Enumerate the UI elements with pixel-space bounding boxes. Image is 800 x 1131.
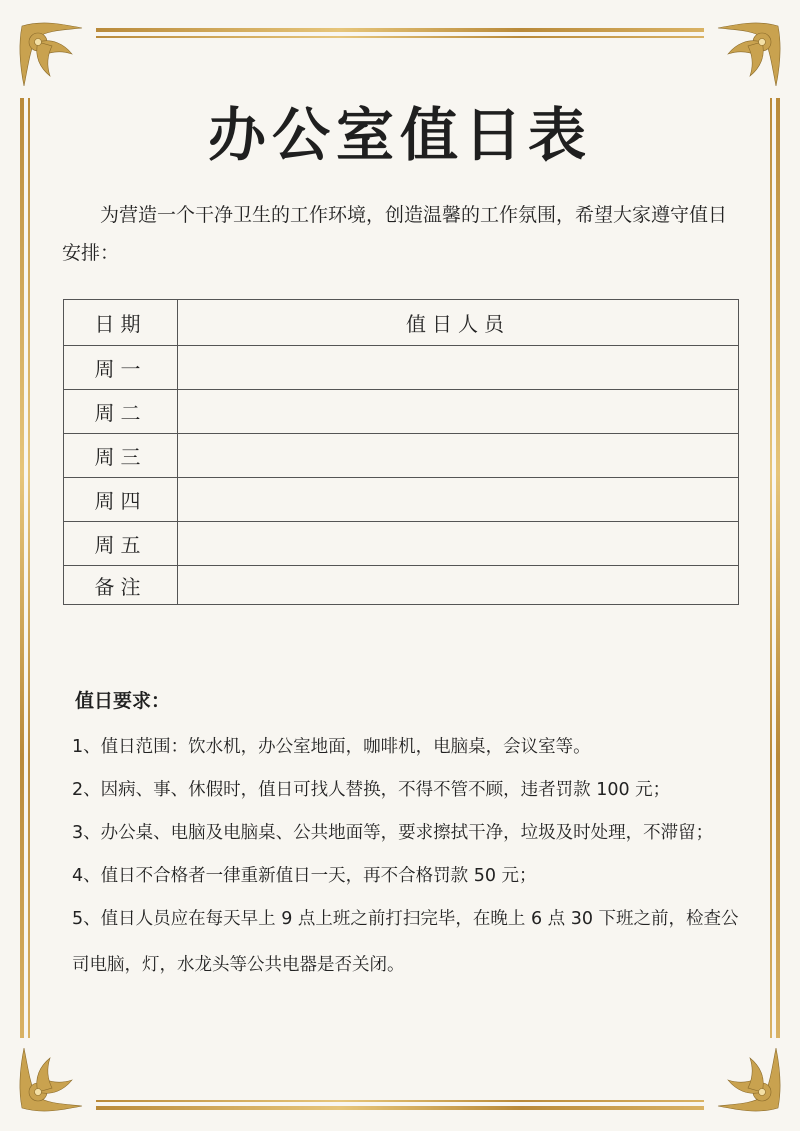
header-staff: 值日人员 xyxy=(178,300,739,346)
list-item: 3、办公桌、电脑及电脑桌、公共地面等，要求擦拭干净，垃圾及时处理，不滞留； xyxy=(72,823,714,843)
header-day: 日期 xyxy=(64,300,178,346)
table-row xyxy=(64,522,739,566)
list-item: 2、因病、事、休假时，值日可找人替换，不得不管不顾，违者罚款 100 元； xyxy=(72,780,671,800)
table-row-notes xyxy=(64,566,739,605)
row-day-label: 备注 xyxy=(64,566,178,605)
table-row xyxy=(64,434,739,478)
intro-paragraph: 为营造一个干净卫生的工作环境，创造温馨的工作氛围，希望大家遵守值日安排： xyxy=(62,204,728,264)
list-item: 4、值日不合格者一律重新值日一天，再不合格罚款 50 元； xyxy=(72,866,537,886)
corner-ornament-icon xyxy=(12,1040,90,1118)
list-item: 1、值日范围：饮水机，办公室地面，咖啡机，电脑桌，会议室等。 xyxy=(72,737,591,757)
table-row xyxy=(64,346,739,390)
row-day-label: 周一 xyxy=(64,346,178,390)
list-item: 5、值日人员应在每天早上 9 点上班之前打扫完毕，在晚上 6 点 30 下班之前，检查公司电脑，灯，水龙头等公共电器是否关闭。 xyxy=(72,909,739,975)
requirements-title: 值日要求： xyxy=(75,690,171,712)
row-day-label: 周五 xyxy=(64,522,178,566)
row-day-label: 周二 xyxy=(64,390,178,434)
row-staff-cell[interactable] xyxy=(178,522,739,566)
table-row xyxy=(64,478,739,522)
row-staff-cell[interactable] xyxy=(178,346,739,390)
row-staff-cell[interactable] xyxy=(178,434,739,478)
table-header-row xyxy=(64,300,739,346)
row-day-label: 周四 xyxy=(64,478,178,522)
corner-ornament-icon xyxy=(710,1040,788,1118)
row-staff-cell[interactable] xyxy=(178,390,739,434)
corner-ornament-icon xyxy=(12,16,90,94)
row-day-label: 周三 xyxy=(64,434,178,478)
corner-ornament-icon xyxy=(710,16,788,94)
requirements-list xyxy=(72,733,742,1003)
row-staff-cell[interactable] xyxy=(178,478,739,522)
duty-table xyxy=(63,299,739,605)
row-notes-cell[interactable] xyxy=(178,566,739,605)
table-row xyxy=(64,390,739,434)
page-title: 办公室值日表 xyxy=(207,101,592,169)
